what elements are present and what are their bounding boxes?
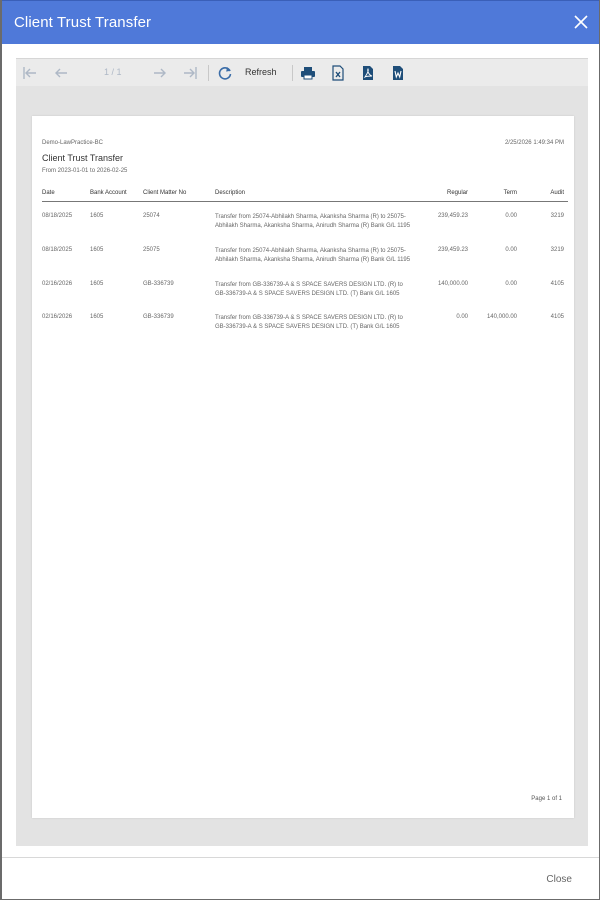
row-matter: GB-336739 — [143, 281, 174, 287]
next-page-icon[interactable] — [152, 64, 168, 82]
row-audit: 3219 — [550, 247, 564, 253]
page-number: Page 1 of 1 — [531, 796, 562, 802]
word-export-icon[interactable] — [390, 64, 406, 82]
report-date-range: From 2023-01-01 to 2026-02-25 — [42, 168, 128, 174]
row-audit: 4105 — [550, 281, 564, 287]
dialog-footer-divider — [2, 857, 599, 858]
row-audit: 4105 — [550, 314, 564, 320]
close-button[interactable]: Close — [546, 874, 572, 885]
pdf-export-icon[interactable] — [360, 64, 376, 82]
previous-page-icon[interactable] — [53, 64, 69, 82]
row-description: Transfer from 25074-Abhilakh Sharma, Akanksha Sharma (R) to 25075-Abhilakh Sharma, Akanksha Sharma, Anirudh Sharma (R) Bank G/L 1195 — [215, 248, 411, 263]
row-description: Transfer from 25074-Abhilakh Sharma, Akanksha Sharma (R) to 25075-Abhilakh Sharma, Akanksha Sharma, Anirudh Sharma (R) Bank G/L 1195 — [215, 214, 411, 229]
report-toolbar — [16, 58, 588, 86]
row-date: 08/18/2025 — [42, 247, 73, 253]
last-page-icon[interactable] — [182, 64, 198, 82]
toolbar-divider — [292, 65, 293, 81]
row-date: 08/18/2025 — [42, 213, 73, 219]
dialog-title: Client Trust Transfer — [14, 14, 152, 31]
page-indicator: 1 / 1 — [104, 67, 122, 77]
firm-name: Demo-LawPractice-BC — [42, 140, 104, 146]
dialog-header — [2, 0, 599, 44]
report-page — [32, 116, 574, 818]
row-description: Transfer from GB-336739-A & S SPACE SAVERS DESIGN LTD. (R) to GB-336739-A & S SPACE SAVERS DESIGN LTD. (T) Bank G/L 1605 — [215, 282, 403, 297]
table-header — [42, 188, 568, 202]
row-term: 0.00 — [505, 247, 517, 253]
row-bank: 1605 — [90, 247, 104, 253]
excel-export-icon[interactable] — [330, 64, 346, 82]
report-viewer[interactable] — [16, 86, 588, 846]
col-audit: Audit — [550, 190, 564, 196]
col-term: Term — [503, 190, 517, 196]
row-audit: 3219 — [550, 213, 564, 219]
row-bank: 1605 — [90, 213, 104, 219]
row-regular: 0.00 — [456, 314, 468, 320]
row-date: 02/16/2026 — [42, 281, 73, 287]
col-date: Date — [42, 190, 55, 196]
row-bank: 1605 — [90, 314, 104, 320]
col-regular: Regular — [446, 190, 468, 196]
close-icon[interactable] — [571, 12, 591, 32]
first-page-icon[interactable] — [22, 64, 38, 82]
row-description: Transfer from GB-336739-A & S SPACE SAVERS DESIGN LTD. (R) to GB-336739-A & S SPACE SAVERS DESIGN LTD. (T) Bank G/L 1605 — [215, 315, 403, 330]
report-printed-at: 2/25/2026 1:49:34 PM — [504, 140, 564, 146]
row-regular: 140,000.00 — [437, 281, 468, 287]
row-regular: 239,459.23 — [437, 213, 468, 219]
row-date: 02/16/2026 — [42, 314, 73, 320]
row-bank: 1605 — [90, 281, 104, 287]
toolbar-divider — [208, 65, 209, 81]
row-matter: 25074 — [143, 213, 160, 219]
row-matter: GB-336739 — [143, 314, 174, 320]
row-regular: 239,459.23 — [437, 247, 468, 253]
col-bank-account: Bank Account — [90, 190, 127, 196]
report-title: Client Trust Transfer — [42, 153, 124, 163]
refresh-button[interactable]: Refresh — [245, 67, 277, 77]
refresh-icon[interactable] — [217, 64, 233, 82]
col-description: Description — [215, 190, 246, 196]
row-term: 140,000.00 — [486, 314, 517, 320]
col-client-matter: Client Matter No — [143, 190, 187, 196]
row-term: 0.00 — [505, 213, 517, 219]
print-icon[interactable] — [300, 64, 316, 82]
row-term: 0.00 — [505, 281, 517, 287]
row-matter: 25075 — [143, 247, 160, 253]
